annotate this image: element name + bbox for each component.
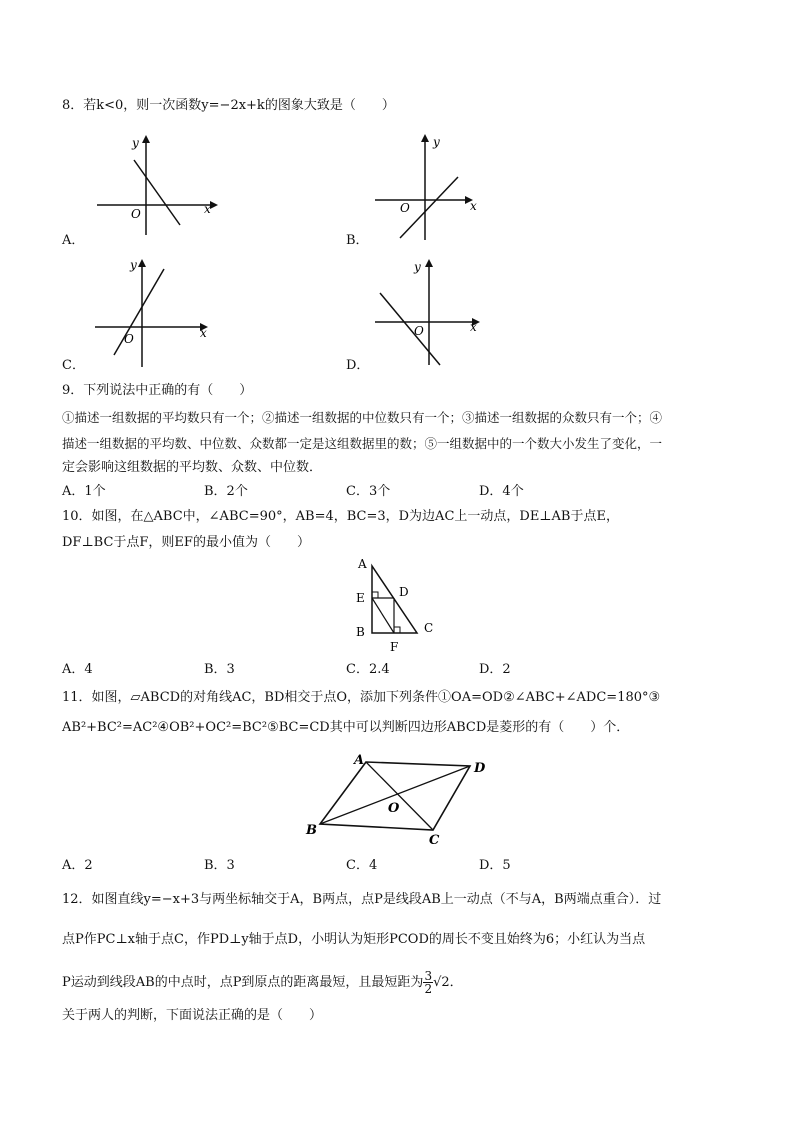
q9-line1: ①描述一组数据的平均数只有一个；②描述一组数据的中位数只有一个；③描述一组数据的众数只有一个；④: [62, 410, 663, 425]
q12-frac-num: 3: [424, 969, 433, 983]
q8a-x-label: x: [204, 202, 211, 216]
q12-line3: [62, 968, 463, 998]
q10-label-b: B: [356, 625, 365, 639]
q11-line1: 11．如图，▱ABCD的对角线AC，BD相交于点O，添加下列条件①OA=OD②∠ABC+∠ADC=180°③: [62, 690, 661, 705]
q8-graph-c: [92, 257, 222, 367]
q11-label-o: O: [388, 801, 400, 816]
q10-line2: DF⊥BC于点F，则EF的最小值为（ ）: [62, 535, 310, 550]
q8-option-a[interactable]: A．: [62, 233, 85, 248]
q10-label-c: C: [424, 621, 434, 635]
q12-line2: 点P作PC⊥x轴于点C，作PD⊥y轴于点D，小明认为矩形PCOD的周长不变且始终为6；小红认为当点: [62, 932, 646, 947]
q8b-x-label: x: [470, 199, 477, 213]
q8-stem: 8．若k<0，则一次函数y=−2x+k的图象大致是（ ）: [62, 98, 395, 113]
q8b-origin: O: [400, 201, 410, 215]
q8c-origin: O: [124, 332, 134, 346]
q10-option-d[interactable]: D．2: [479, 662, 511, 677]
q8b-y-label: y: [433, 135, 440, 149]
q11-option-b[interactable]: B．3: [204, 858, 235, 873]
q11-label-c: C: [429, 833, 440, 848]
q10-option-c[interactable]: C．2.4: [346, 662, 390, 677]
q8d-x-label: x: [470, 320, 477, 334]
q12-line3-post: √2．: [433, 975, 463, 990]
q11-option-a[interactable]: A．2: [62, 858, 93, 873]
q8a-y-label: y: [132, 136, 139, 150]
q12-fraction: [423, 970, 433, 995]
q10-option-a[interactable]: A．4: [62, 662, 93, 677]
q11-label-a: A: [354, 753, 365, 768]
q12-frac-den: 2: [424, 982, 433, 996]
q10-label-e: E: [356, 591, 365, 605]
q12-line4: 关于两人的判断，下面说法正确的是（ ）: [62, 1008, 323, 1023]
q11-option-d[interactable]: D．5: [479, 858, 511, 873]
q8d-origin: O: [414, 324, 424, 338]
q8-graph-a: [92, 135, 222, 235]
q8c-x-label: x: [200, 326, 207, 340]
q11-label-b: B: [306, 823, 317, 838]
q9-option-b[interactable]: B．2个: [204, 484, 248, 499]
q10-label-a: A: [358, 557, 367, 571]
q9-line2: 描述一组数据的平均数、中位数、众数都一定是这组数据里的数；⑤一组数据中的一个数大小发生了变化，一: [62, 436, 663, 451]
q10-label-d: D: [399, 585, 409, 599]
q8a-origin: O: [131, 207, 141, 221]
q8-graph-b: [370, 132, 500, 242]
q8d-y-label: y: [414, 260, 421, 274]
q12-line3-pre: P运动到线段AB的中点时，点P到原点的距离最短，且最短距为: [62, 975, 424, 990]
q10-figure: [352, 556, 442, 656]
q11-label-d: D: [474, 761, 486, 776]
q11-option-c[interactable]: C．4: [346, 858, 378, 873]
q9-option-d[interactable]: D．4个: [479, 484, 524, 499]
q9-option-a[interactable]: A．1个: [62, 484, 106, 499]
q8c-y-label: y: [130, 258, 137, 272]
q8-option-c[interactable]: C．: [62, 358, 85, 373]
q8-option-d[interactable]: D．: [346, 358, 370, 373]
q10-label-f: F: [390, 640, 399, 654]
q9-line3: 定会影响这组数据的平均数、众数、中位数．: [62, 460, 323, 475]
q9-stem: 9．下列说法中正确的有（ ）: [62, 383, 253, 398]
q10-option-b[interactable]: B．3: [204, 662, 235, 677]
q11-line2: AB²+BC²=AC²④OB²+OC²=BC²⑤BC=CD其中可以判断四边形ABCD是菱形的有（ ）个．: [62, 720, 630, 735]
q11-figure: [298, 752, 498, 847]
q9-option-c[interactable]: C．3个: [346, 484, 391, 499]
q12-line1: 12．如图直线y=−x+3与两坐标轴交于A，B两点，点P是线段AB上一动点（不与A，B两端点重合）．过: [62, 892, 662, 907]
q8-graph-d: [372, 257, 502, 367]
q10-line1: 10．如图，在△ABC中，∠ABC=90°，AB=4，BC=3，D为边AC上一动点，DE⊥AB于点E，: [62, 509, 619, 524]
q8-option-b[interactable]: B．: [346, 233, 369, 248]
